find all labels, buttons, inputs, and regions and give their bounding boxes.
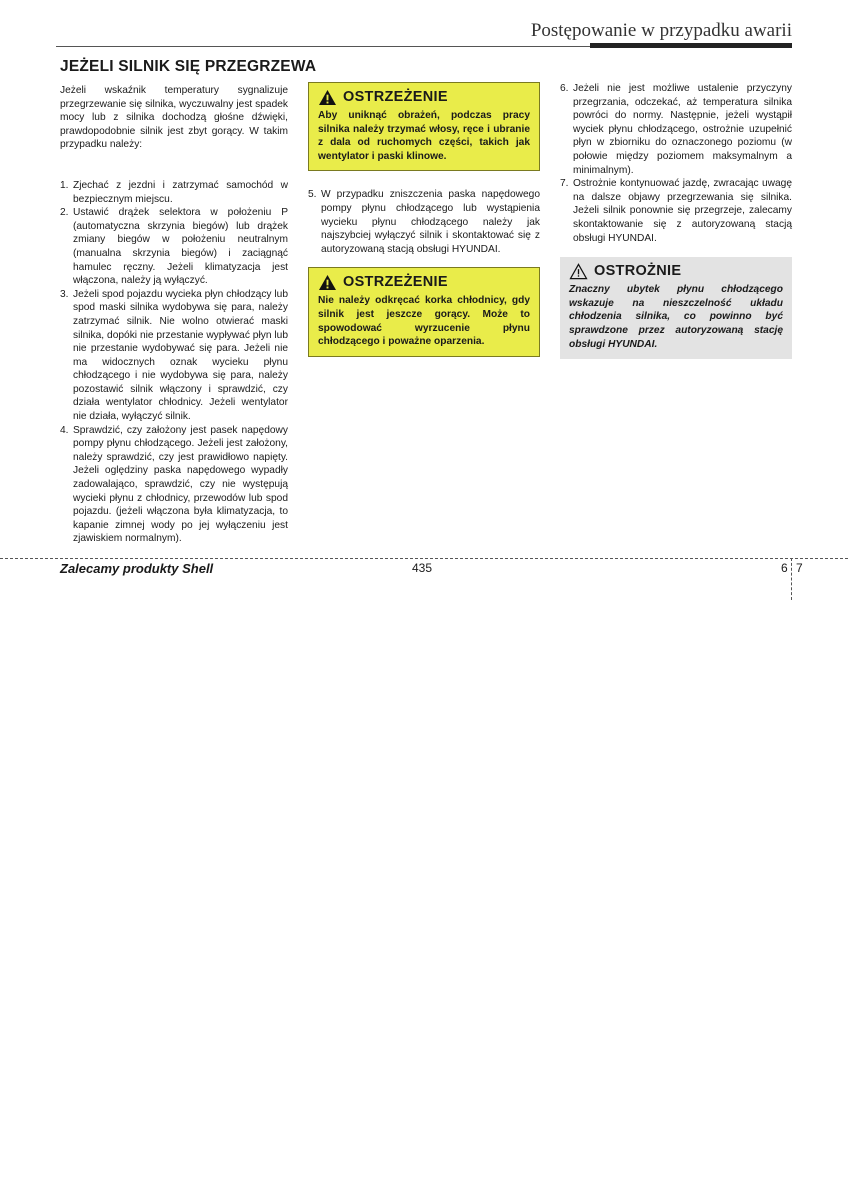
- column-middle: [308, 82, 540, 357]
- list-item: 3. Jeżeli spod pojazdu wycieka płyn chłodzący lub spod maski silnika wydobywa się para, należy zatrzymać silnik. Nie wolno otwierać maski silnika, dopóki nie przestanie wypływać płyn lub nie przestanie wydobywać się para. Jeżeli nie ma widocznych oznak wycieku płynu chłodzącego i nie wydobywa się para, należy pozostawić silnik włączony i sprawdzić, czy działa wentylator chłodnicy. Jeżeli wentylator nie działa, wyłączyć silnik.: [60, 288, 288, 423]
- list-item: 5. W przypadku zniszczenia paska napędowego pompy płynu chłodzącego lub wystąpienia wycieku płynu chłodzącego należy jak najszybciej wyłączyć silnik i skontaktować się z autoryzowaną stacją obsługi HYUNDAI.: [308, 189, 540, 255]
- list-item: 6. Jeżeli nie jest możliwe ustalenie przyczyny przegrzania, odczekać, aż temperatura silnika powróci do normy. Następnie, jeżeli wystąpił wyciek płynu chłodzącego, ostrożnie uzupełnić płyn w zbiorniku do oznaczonego poziomu (w połowie między poziomem maksymalnym a minimalnym).: [560, 83, 792, 176]
- section-page-number: 7: [796, 561, 803, 575]
- warning-box-radiator-cap: [308, 267, 540, 356]
- list-item: 1. Zjechać z jezdni i zatrzymać samochód w bezpiecznym miejscu.: [60, 179, 288, 205]
- list-item: 4. Sprawdzić, czy założony jest pasek napędowy pompy płynu chłodzącego. Jeżeli jest założony, należy sprawdzić, czy jest prawidłowo napięty. Jeżeli oględziny paska napędowego wypadły zadowalająco, sprawdzić, czy nie występują wycieki płynu z chłodnicy, przewodów lub spod pojazdu. (jeżeli włączona była klimatyzacja, to kapanie zimnej wody po jej wyłączeniu jest zjawiskiem normalnym).: [60, 424, 288, 545]
- warning-text: Nie należy odkręcać korka chłodnicy, gdy silnik jest jeszcze gorący. Może to spowodować wyrzucenie płynu chłodzącego i poważne oparzenia.: [318, 295, 530, 348]
- chapter-title: Postępowanie w przypadku awarii: [530, 20, 792, 41]
- section-title: JEŻELI SILNIK SIĘ PRZEGRZEWA: [60, 58, 317, 75]
- column-right: [560, 82, 792, 359]
- caution-box: [560, 257, 792, 359]
- list-item: 2. Ustawić drążek selektora w położeniu P (automatyczna skrzynia biegów) lub drążek zmiany biegów w położeniu neutralnym (manualna skrzynia biegów) i zaciągnąć hamulec ręczny. Jeżeli klimatyzacja jest włączona, należy ją wyłączyć.: [60, 207, 288, 287]
- warning-title: OSTRZEŻENIE: [343, 88, 448, 105]
- footer-divider: [0, 558, 848, 559]
- caution-title: OSTROŻNIE: [594, 262, 682, 279]
- page-number: 435: [412, 561, 433, 575]
- section-number: 6: [781, 561, 788, 575]
- header-accent-bar: [590, 43, 792, 48]
- column-left: [60, 84, 288, 546]
- warning-box-moving-parts: [308, 82, 540, 171]
- footer-vertical-divider: [791, 558, 792, 600]
- caution-triangle-icon: [569, 263, 588, 280]
- list-item: 7. Ostrożnie kontynuować jazdę, zwracając uwagę na dalsze objawy przegrzewania się silnika. Jeżeli silnik ponownie się przegrzeje, zalecamy skontaktowanie się z autoryzowaną stacją obsługi HYUNDAI.: [560, 178, 792, 244]
- intro-paragraph: Jeżeli wskaźnik temperatury sygnalizuje przegrzewanie się silnika, wyczuwalny jest spadek mocy lub z silnika dochodzą głośne dźwięki, prawdopodobnie silnik jest zbyt gorący. W takim przypadku należy:: [60, 85, 288, 151]
- warning-text: Aby uniknąć obrażeń, podczas pracy silnika należy trzymać włosy, ręce i ubranie z dala od ruchomych części, takich jak wentylator i paski klinowe.: [318, 110, 530, 162]
- warning-title: OSTRZEŻENIE: [343, 274, 448, 291]
- warning-triangle-icon: [318, 89, 337, 106]
- footer-brand-text: Zalecamy produkty Shell: [60, 561, 214, 576]
- caution-text: Znaczny ubytek płynu chłodzącego wskazuje na nieszczelność układu chłodzenia silnika, co powinno być sprawdzone przez autoryzowaną stację obsługi HYUNDAI.: [569, 284, 783, 350]
- warning-triangle-icon: [318, 274, 337, 291]
